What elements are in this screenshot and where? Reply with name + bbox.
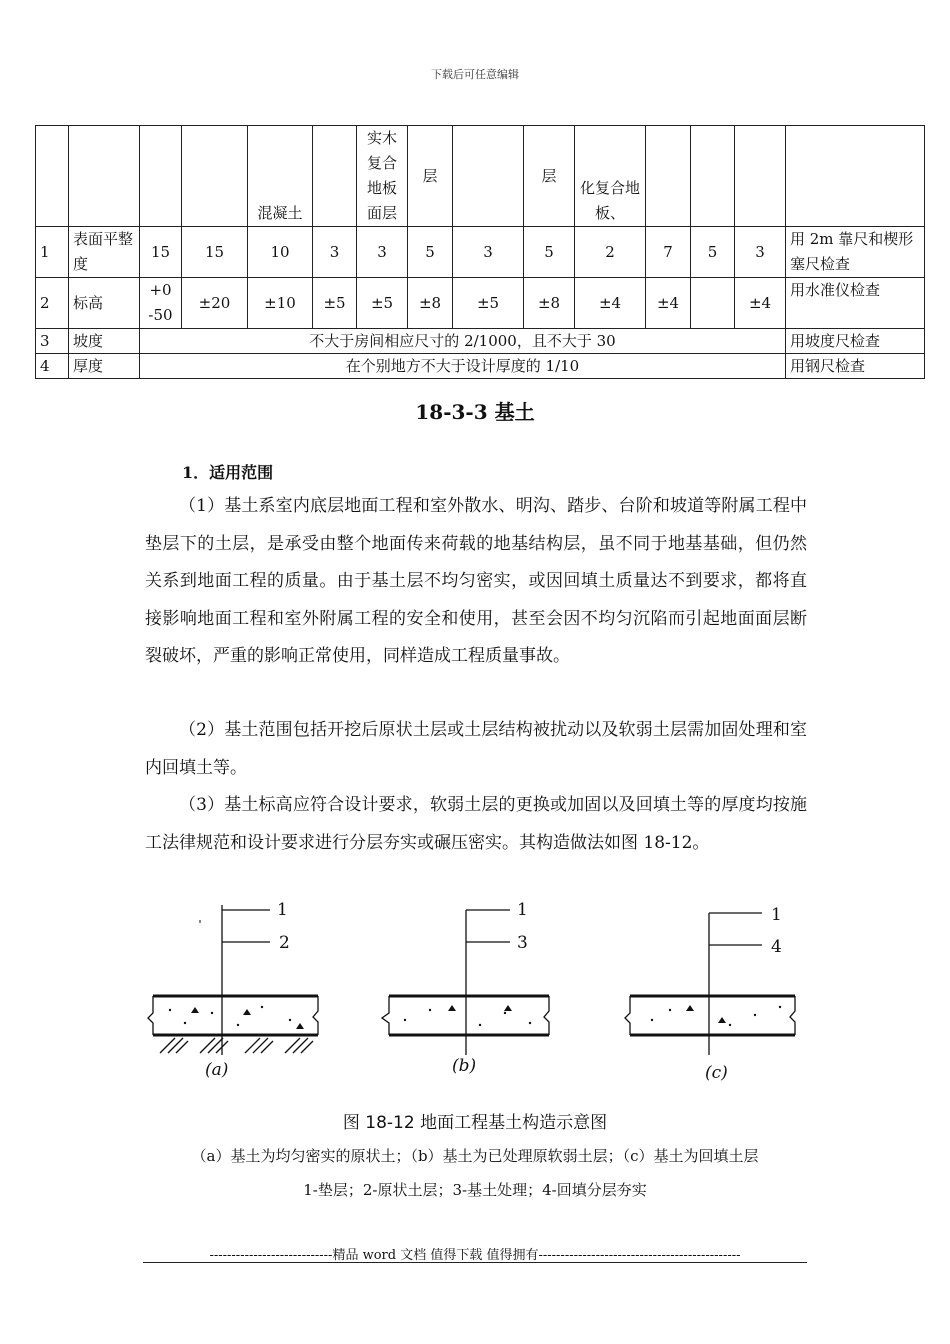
table-cell: 3 [357,227,408,278]
subheading: 1．适用范围 [182,463,274,482]
table-cell [691,126,735,227]
callout-label: 4 [771,937,782,957]
table-cell [182,126,248,227]
section-title: 18-3-3 基土 [415,400,535,424]
row-number: 4 [36,354,69,379]
row-method: 用坡度尺检查 [786,329,925,354]
row-item: 坡度 [69,329,140,354]
figure-note: （a）基土为均匀密实的原状土；（b）基土为已处理原软弱土层；（c）基土为回填土层 [191,1147,759,1165]
row-item: 标高 [69,278,140,329]
table-cell [646,126,691,227]
table-cell [69,126,140,227]
paragraph-3 [145,787,807,862]
row-method: 用 2m 靠尺和楔形塞尺检查 [786,227,925,278]
construction-figure [0,895,950,1095]
table-cell [140,126,182,227]
page-footer: ----------------------------精品 word 文档 值得下载 值得拥有---------------------------------------------- [209,1248,741,1263]
table-cell: 实木复合地板面层 [357,126,408,227]
row-item: 厚度 [69,354,140,379]
page-header: 下载后可任意编辑 [431,68,519,81]
table-cell: ±8 [408,278,453,329]
table-cell: 3 [313,227,357,278]
table-cell: ±20 [182,278,248,329]
table-cell: 5 [524,227,575,278]
table-header-row [36,126,925,227]
paragraph-2 [145,712,807,787]
table-row [36,278,925,329]
paragraph-text: （1）基土系室内底层地面工程和室外散水、明沟、踏步、台阶和坡道等附属工程中垫层下的土层，是承受由整个地面传来荷载的地基结构层，虽不同于地基基础，但仍然关系到地面工程的质量。由于基土层不均匀密实，或因回填土质量达不到要求，都将直接影响地面工程和室外附属工程的安全和使用，甚至会因不均匀沉陷而引起地面面层断裂破坏，严重的影响正常使用，同样造成工程质量事故。 [145,496,807,666]
table-cell: 3 [735,227,786,278]
table-cell: ±5 [357,278,408,329]
callout-label: 3 [517,933,528,953]
table-row [36,354,925,379]
row-item: 表面平整度 [69,227,140,278]
table-cell: 15 [140,227,182,278]
panel-label: (b) [452,1056,477,1076]
callout-label: 1 [277,900,288,920]
row-number: 1 [36,227,69,278]
table-cell: 层 [524,126,575,227]
callout-label: 1 [517,900,528,920]
table-cell [786,126,925,227]
table-cell: ±4 [735,278,786,329]
table-cell: ±5 [453,278,524,329]
table-cell [691,278,735,329]
row-number: 3 [36,329,69,354]
row-number: 2 [36,278,69,329]
row-method: 用钢尺检查 [786,354,925,379]
row-method: 用水准仪检查 [786,278,925,329]
panel-label: (c) [705,1063,728,1083]
paragraph-text: （3）基土标高应符合设计要求，软弱土层的更换或加固以及回填土等的厚度均按施工法律规范和设计要求进行分层夯实或碾压密实。其构造做法如图 18-12。 [145,795,807,853]
paragraph-1 [145,488,807,676]
table-cell: 混凝土 [248,126,313,227]
table-cell: 2 [575,227,646,278]
table-cell: 5 [408,227,453,278]
table-cell: 5 [691,227,735,278]
table-cell: ±5 [313,278,357,329]
table-cell: ±4 [646,278,691,329]
table-cell: 10 [248,227,313,278]
table-cell: 3 [453,227,524,278]
table-row [36,329,925,354]
merged-cell: 在个别地方不大于设计厚度的 1/10 [140,354,786,379]
table-cell [453,126,524,227]
footer-rule [143,1262,807,1263]
table-cell: 7 [646,227,691,278]
panel-label: (a) [205,1060,229,1080]
table-cell: +0 -50 [140,278,182,329]
table-cell: 15 [182,227,248,278]
table-cell: 层 [408,126,453,227]
paragraph-text: （2）基土范围包括开挖后原状土层或土层结构被扰动以及软弱土层需加固处理和室内回填土等。 [145,720,807,778]
panel-b [382,910,549,1055]
table-cell: ±8 [524,278,575,329]
panel-c [625,913,795,1055]
table-cell: 化复合地板、 [575,126,646,227]
merged-cell: 不大于房间相应尺寸的 2/1000，且不大于 30 [140,329,786,354]
figure-legend: 1-垫层；2-原状土层；3-基土处理；4-回填分层夯实 [303,1181,647,1199]
table-cell: ±10 [248,278,313,329]
tolerance-table [35,125,925,379]
table-row [36,227,925,278]
table-cell [313,126,357,227]
table-cell: ±4 [575,278,646,329]
table-cell [36,126,69,227]
callout-label: 2 [279,933,290,953]
figure-caption: 图 18-12 地面工程基土构造示意图 [342,1113,608,1133]
table-cell [735,126,786,227]
callout-label: 1 [771,905,782,925]
panel-a [148,905,318,1055]
